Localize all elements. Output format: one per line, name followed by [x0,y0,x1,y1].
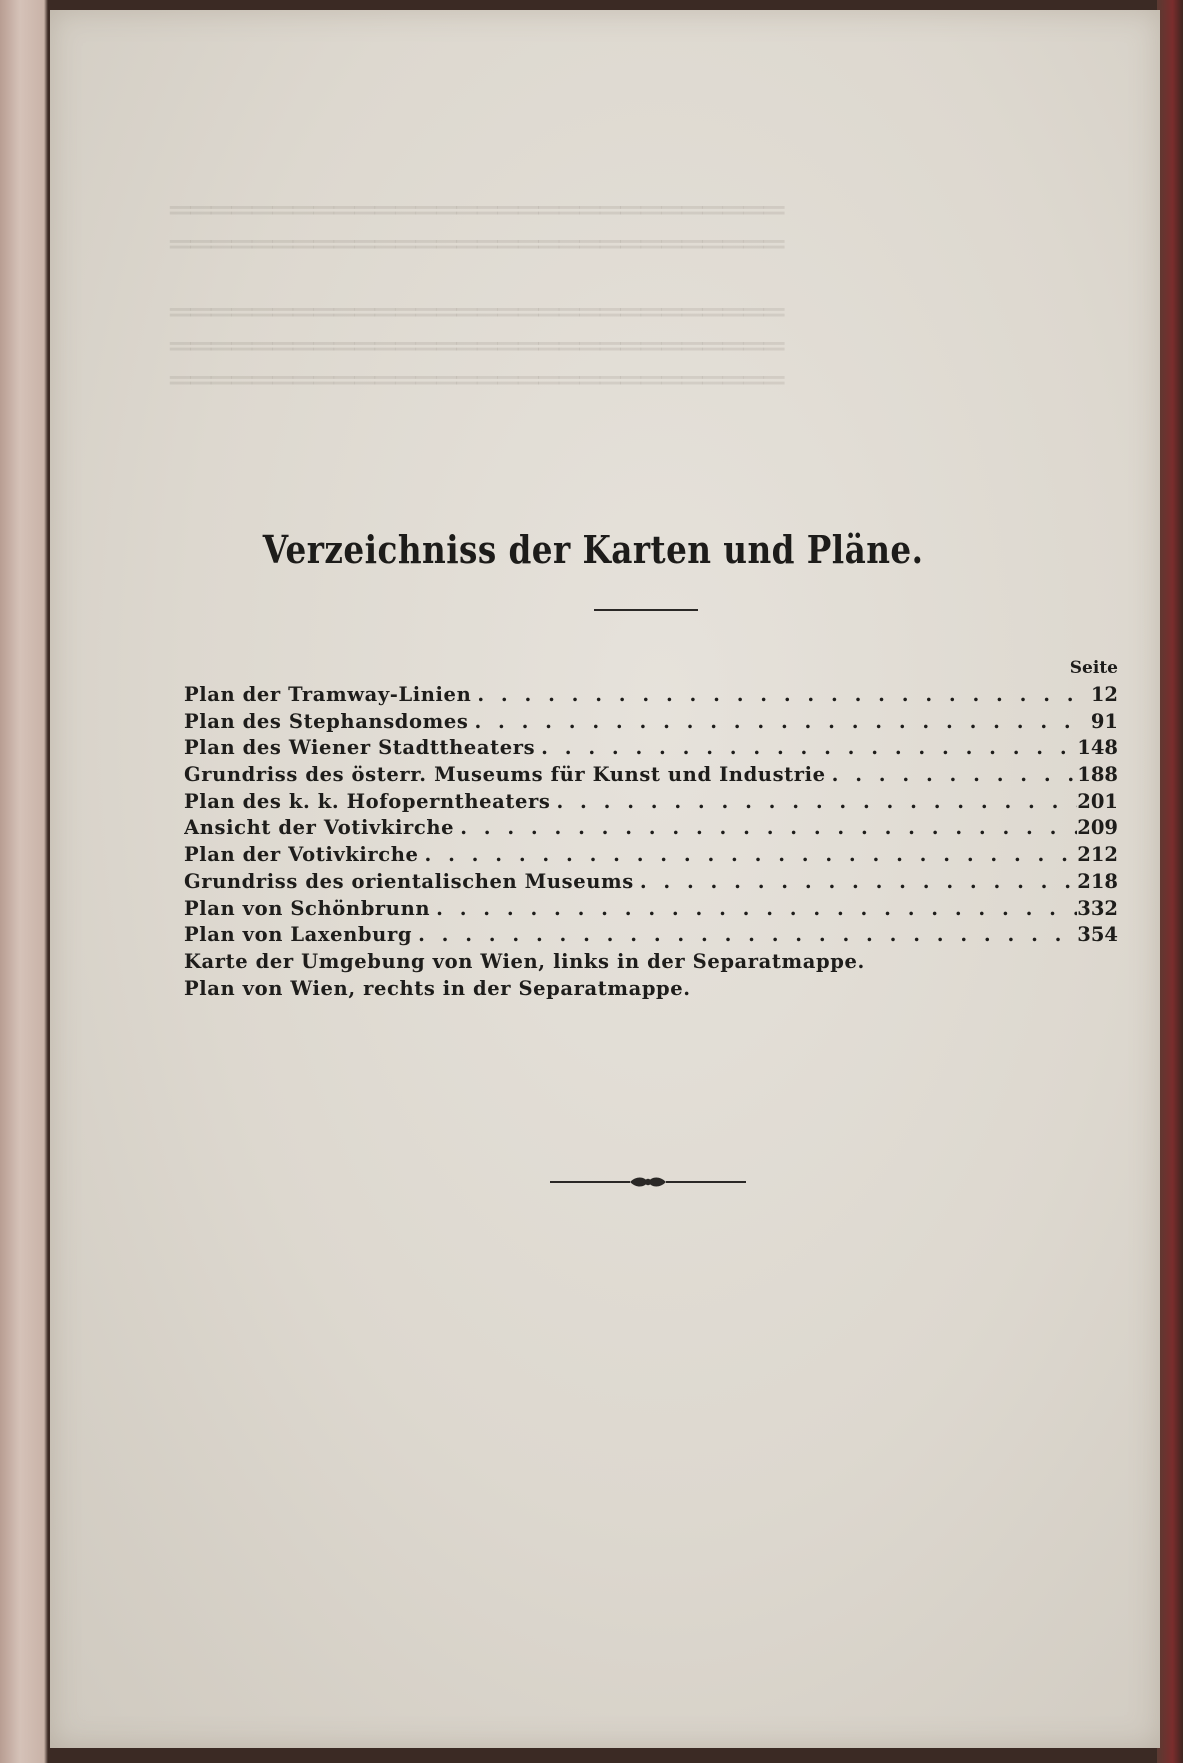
toc-entry-label: Plan des k. k. Hofoperntheaters [184,789,551,813]
toc-entry-label: Grundriss des österr. Museums für Kunst und Industrie [184,763,826,787]
toc-entry-page: 212 [1077,843,1118,867]
table-of-contents [184,683,1118,1003]
toc-entry-label: Ansicht der Votivkirche [184,816,455,840]
book-cover-edge [1157,0,1183,1763]
toc-entry-label: Grundriss des orientalischen Museums [184,869,634,893]
dot-leader [430,897,1077,920]
dot-leader [535,736,1077,759]
toc-entry [184,843,1118,870]
dot-leader [634,870,1077,893]
toc-entry [184,790,1118,817]
ornament-divider-icon [548,1170,748,1194]
toc-entry-page: 354 [1077,923,1118,947]
toc-entry-page: 332 [1077,896,1118,920]
page-column-header: Seite [1069,658,1118,678]
dot-leader [826,763,1078,786]
title-rule [594,609,698,611]
toc-entry-page: 91 [1090,709,1118,733]
toc-entry-page: 188 [1077,763,1118,787]
toc-entry-page: 12 [1090,683,1118,706]
toc-entry [184,923,1118,950]
toc-entry-label: Plan von Laxenburg [184,923,413,947]
toc-entry-page: 218 [1077,869,1118,893]
toc-entry-label: Plan des Stephansdomes [184,709,469,733]
toc-entry-page: 148 [1077,736,1118,760]
bleed-through-texture: ══════════════════════════════ ══════════════════════════════ ══════════════════════════════ ══════════════════════════════ ══════════════════════════════ [170,191,785,401]
toc-entry-label: Plan von Schönbrunn [184,896,431,920]
toc-entry-page: 201 [1077,789,1118,813]
dot-leader [550,790,1077,813]
toc-entry [184,710,1118,737]
toc-entry [184,683,1118,710]
toc-entry-label: Plan des Wiener Stadttheaters [184,736,536,760]
toc-entry-page: 209 [1077,816,1118,840]
toc-note: Karte der Umgebung von Wien, links in der Separatmappe. [184,949,865,973]
dot-leader [454,816,1077,839]
toc-entry-label: Plan der Tramway-Linien [184,683,472,706]
toc-entry-label: Plan der Votivkirche [184,843,419,867]
dot-leader [468,710,1078,733]
dot-leader [412,923,1077,946]
page-title: Verzeichniss der Karten und Pläne. [262,527,924,572]
toc-note: Plan von Wien, rechts in der Separatmappe. [184,976,691,1000]
toc-entry [184,736,1118,763]
toc-entry [184,870,1118,897]
dot-leader [471,683,1078,706]
toc-entry [184,816,1118,843]
dot-leader [419,843,1078,866]
toc-entry [184,897,1118,924]
toc-entry [184,763,1118,790]
